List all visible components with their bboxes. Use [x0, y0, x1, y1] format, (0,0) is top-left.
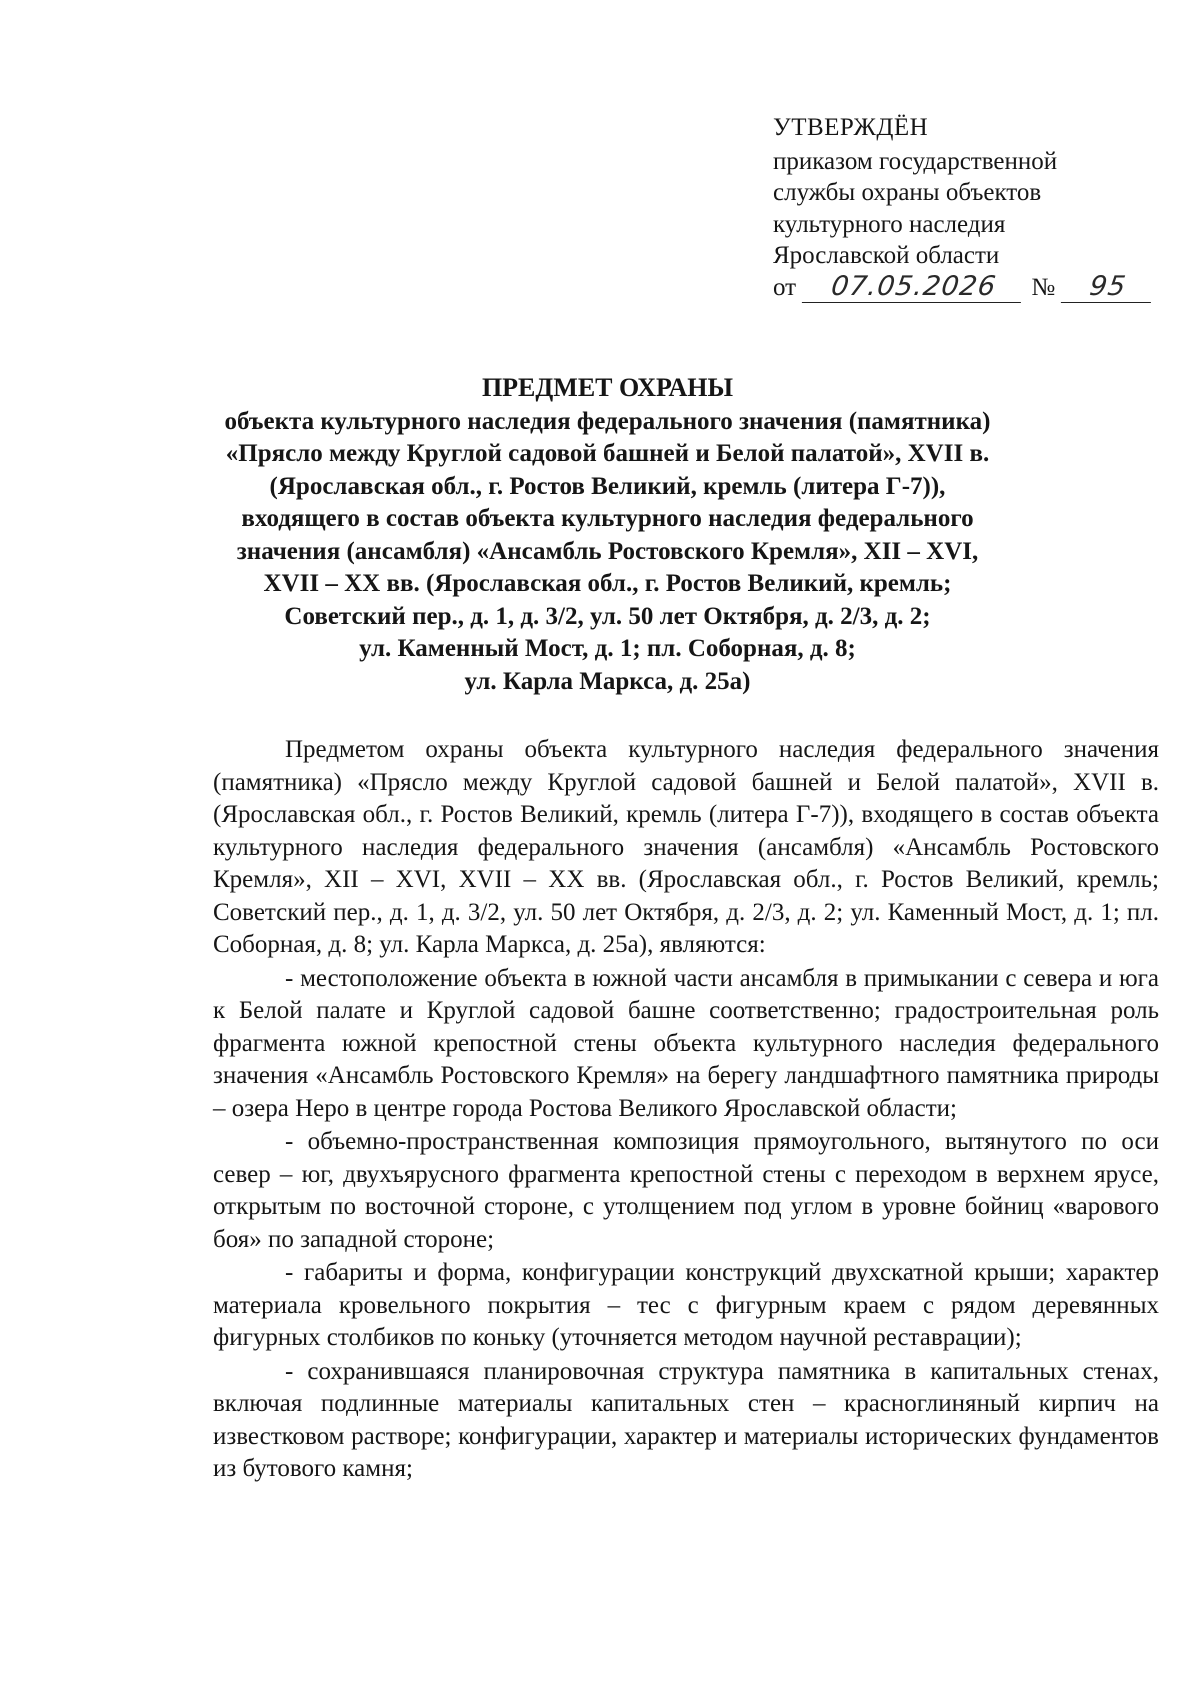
order-reference	[773, 272, 1153, 304]
approval-block	[773, 112, 1153, 303]
title-line: (Ярославская обл., г. Ростов Великий, кремль (литера Г-7)),	[269, 472, 946, 500]
title-line: ул. Карла Маркса, д. 25а)	[464, 667, 751, 695]
title-line: объекта культурного наследия федерального значения (памятника)	[224, 407, 991, 435]
title-line: «Прясло между Круглой садовой башней и Белой палатой», XVII в.	[225, 440, 990, 467]
document-body	[213, 734, 1159, 1486]
approval-line: культурного наследия	[773, 210, 1006, 238]
approval-line: Ярославской области	[773, 242, 1000, 269]
approval-line: приказом государственной	[773, 147, 1058, 175]
number-label: №	[1031, 273, 1056, 301]
document-title	[205, 372, 1010, 698]
list-item: - сохранившаяся планировочная структура памятника в капитальных стенах, включая подлинные материалы капитальных стен – красноглиняный кирпич на известковом растворе; конфигурации, характер и материалы исторических фундаментов из бутового камня;	[213, 1357, 1159, 1482]
approval-line: службы охраны объектов	[773, 179, 1042, 206]
title-line: Советский пер., д. 1, д. 3/2, ул. 50 лет Октября, д. 2/3, д. 2;	[284, 602, 931, 630]
order-date: 07.05.2026	[802, 272, 1026, 303]
list-item: - объемно-пространственная композиция прямоугольного, вытянутого по оси север – юг, двухъярусного фрагмента крепостной стены с переходом в верхнем ярусе, открытым по восточной стороне, с утолщением под углом в уровне бойниц «варового боя» по западной стороне;	[213, 1128, 1159, 1253]
approval-heading: УТВЕРЖДЁН	[773, 114, 929, 141]
title-line: входящего в состав объекта культурного наследия федерального	[241, 505, 974, 532]
title-heading: ПРЕДМЕТ ОХРАНЫ	[481, 373, 734, 402]
title-line: ул. Каменный Мост, д. 1; пл. Соборная, д. 8;	[359, 635, 856, 662]
order-number: 95	[1061, 272, 1155, 303]
title-line: XVII – XX вв. (Ярославская обл., г. Ростов Великий, кремль;	[263, 570, 952, 597]
title-line: значения (ансамбля) «Ансамбль Ростовского Кремля», XII – XVI,	[236, 537, 979, 565]
from-label: от	[773, 273, 797, 301]
list-item: - габариты и форма, конфигурации конструкций двухскатной крыши; характер материала кровельного покрытия – тес с фигурным краем с рядом деревянных фигурных столбиков по коньку (уточняется методом научной реставрации);	[213, 1259, 1159, 1351]
intro-paragraph: Предметом охраны объекта культурного наследия федерального значения (памятника) «Прясло между Круглой садовой башней и Белой палатой», XVII в. (Ярославская обл., г. Ростов Великий, кремль (литера Г-7)), входящего в состав объекта культурного наследия федерального значения (ансамбля) «Ансамбль Ростовского Кремля», XII – XVI, XVII – XX вв. (Ярославская обл., г. Ростов Великий, кремль; Советский пер., д. 1, д. 3/2, ул. 50 лет Октября, д. 2/3, д. 2; ул. Каменный Мост, д. 1; пл. Соборная, д. 8; ул. Карла Маркса, д. 25а), являются:	[213, 736, 1159, 958]
list-item: - местоположение объекта в южной части ансамбля в примыкании с севера и юга к Белой палате и Круглой садовой башне соответственно; градостроительная роль фрагмента южной крепостной стены объекта культурного наследия федерального значения «Ансамбль Ростовского Кремля» на берегу ландшафтного памятника природы – озера Неро в центре города Ростова Великого Ярославской области;	[213, 964, 1159, 1122]
